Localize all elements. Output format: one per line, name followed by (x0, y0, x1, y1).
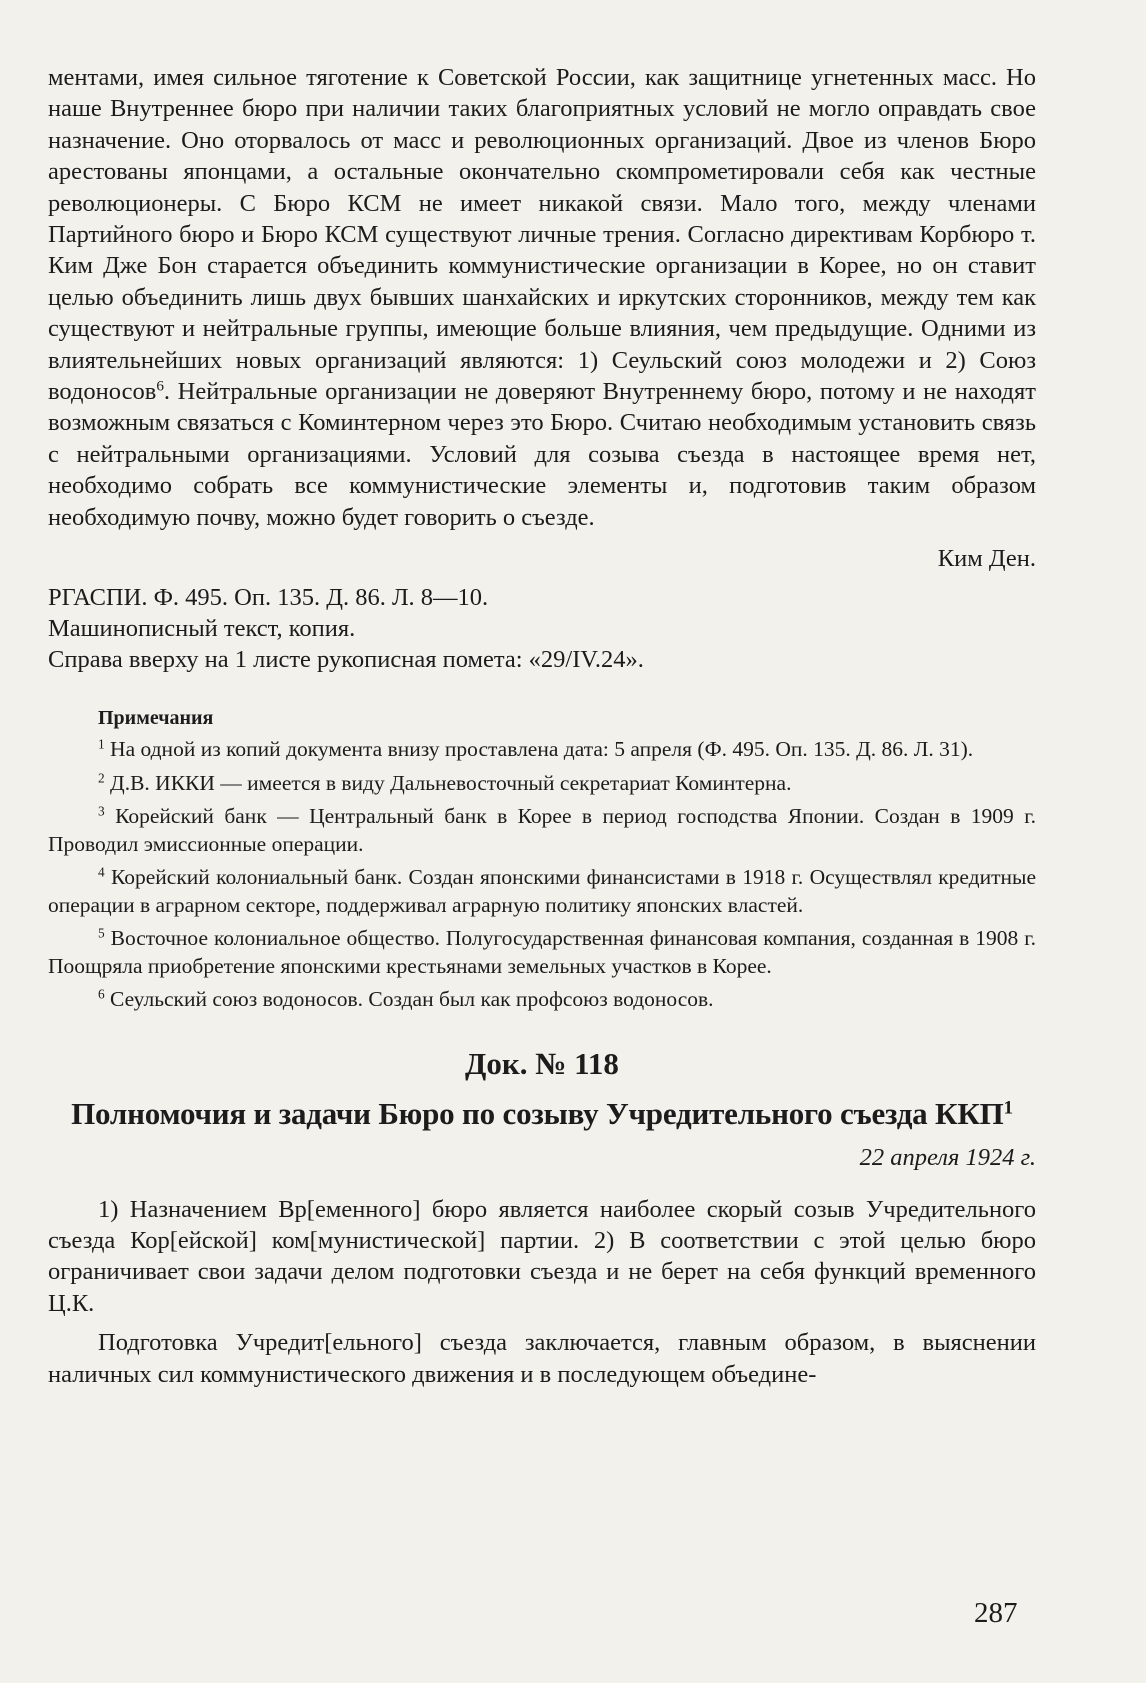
footnote-ref-1: 1 (1003, 1097, 1013, 1119)
note-item: $^4$ Корейский колониальный банк. Создан японскими финансистами в 1918 г. Осуществлял кредитные операции в аграрном секторе, поддерживал аграрную политику японских властей. (48, 864, 1037, 917)
notes-heading: Примечания (98, 707, 214, 730)
note-item: $^5$ Восточное колониальное общество. Полугосударственная финансовая компания, созданная в 1908 г. Поощряла приобретение японскими крестьянами земельных участков в Корее. (48, 925, 1036, 978)
page-number: 287 (974, 1597, 1018, 1629)
source-archive: РГАСПИ. Ф. 495. Оп. 135. Д. 86. Л. 8—10. (48, 584, 489, 612)
note-item: $^2$ Д.В. ИККИ — имеется в виду Дальневосточный секретариат Коминтерна. (98, 770, 792, 795)
footnote-ref-6: 6 (156, 377, 164, 395)
letter-body: ментами, имея сильное тяготение к Советской России, как защитнице угнетенных масс. Но наше Внутреннее бюро при наличии таких благоприятных условий не могло оправдать свое назначение. Оно оторвалось от масс и революционных организаций. Двое из членов Бюро арестованы японцами, а остальные окончательно скомпрометировали себя как честные революционеры. С Бюро КСМ не имеет никакой связи. Мало того, между членами Партийного бюро и Бюро КСМ существуют личные трения. Согласно директивам Корбюро т. Ким Дже Бон старается объединить коммунистические организации в Корее, но он ставит целью объединить лишь двух бывших шанхайских и иркутских сторонников, между тем как существуют и нейтральные группы, имеющие больше влияния, чем предыдущие. Одними из влиятельнейших новых организаций являются: 1) Сеульский союз молодежи и 2) Союз водоносов$^6$. Нейтральные организации не доверяют Внутреннему бюро, потому и не находят возможным связаться с Коминтерном через это Бюро. Считаю необходимым установить связь с нейтральными организациями. Условий для созыва съезда в настоящее время нет, необходимо собрать все коммунистические элементы и, подготовив таким образом необходимую почву, можно будет говорить о съезде. (48, 64, 1036, 531)
document-number: Док. № 118 (465, 1045, 619, 1081)
note-item: $^3$ Корейский банк — Центральный банк в Корее в период господства Японии. Создан в 1909 г. Проводил эмиссионные операции. (48, 803, 1036, 856)
note-item: $^6$ Сеульский союз водоносов. Создан был как профсоюз водоносов. (98, 986, 714, 1012)
notes-list (48, 736, 1036, 1014)
document-paragraph-2: Подготовка Учредит[ельного] съезда заключается, главным образом, в выяснении наличных сил коммунистического движения и в последующем объедине- (48, 1329, 1036, 1388)
letter-signature: Ким Ден. (937, 545, 1036, 573)
source-type: Машинописный текст, копия. (48, 615, 356, 643)
document-title: Полномочия и задачи Бюро по созыву Учредительного съезда ККП$^1$ (71, 1095, 1013, 1131)
page-content (48, 62, 1036, 1390)
source-remark: Справа вверху на 1 листе рукописная помета: «29/IV.24». (48, 646, 644, 674)
note-item: $^1$ На одной из копий документа внизу проставлена дата: 5 апреля (Ф. 495. Оп. 135. Д. 86. Л. 31). (98, 736, 974, 762)
document-paragraph-1: 1) Назначением Вр[еменного] бюро является наиболее скорый созыв Учредительного съезда Кор[ейской] ком[мунистической] партии. 2) В соответствии с этой целью бюро ограничивает свои задачи делом подготовки съезда и не берет на себя функций временного Ц.К. (48, 1195, 1036, 1317)
document-date: 22 апреля 1924 г. (859, 1143, 1036, 1171)
